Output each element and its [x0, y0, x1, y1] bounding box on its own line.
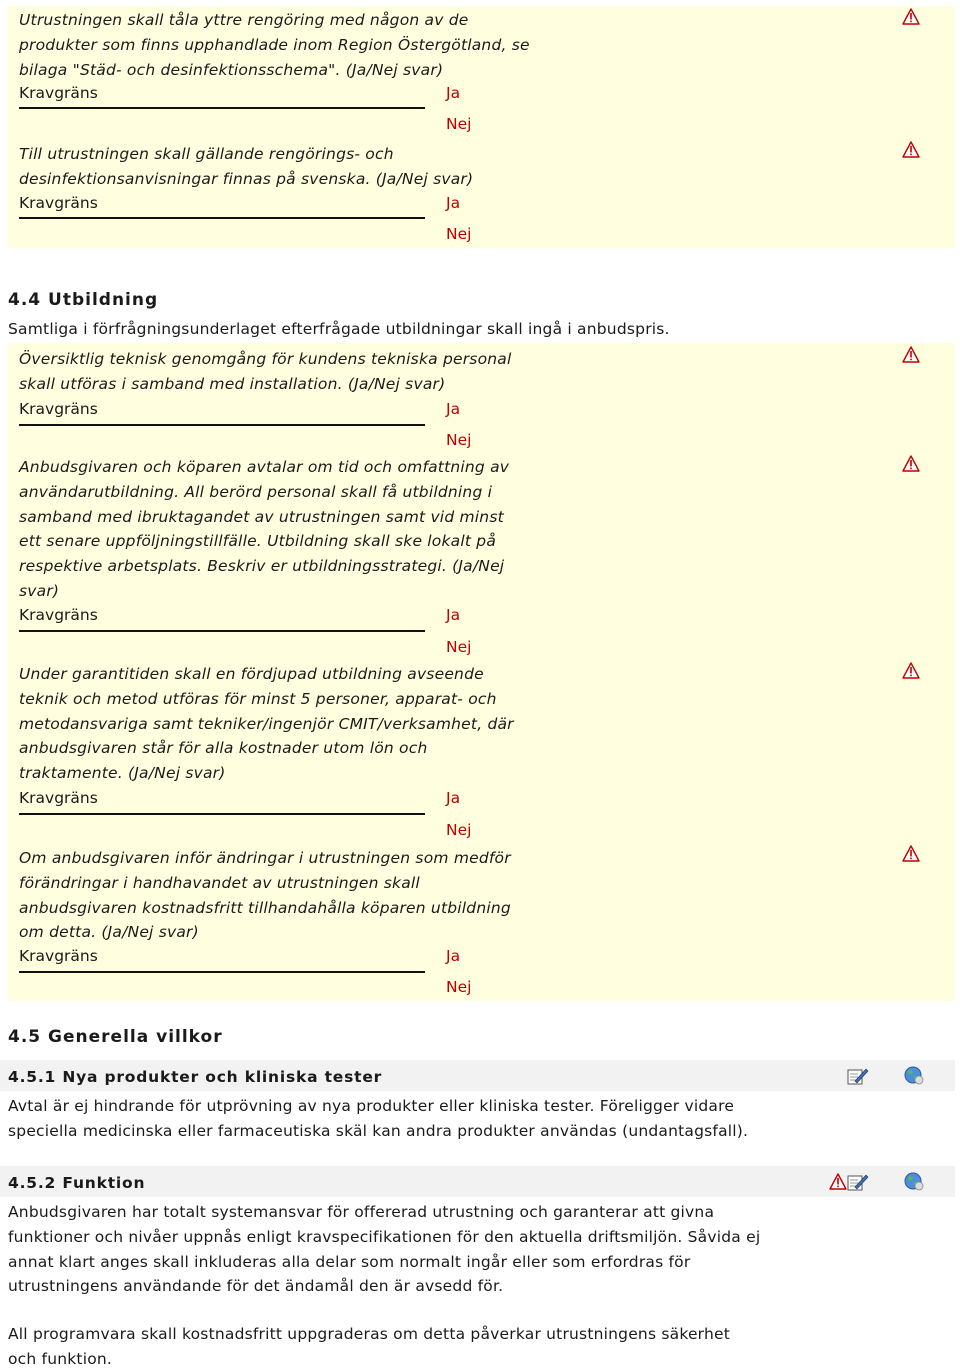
option-nej[interactable]: Nej — [446, 431, 472, 449]
edit-icon[interactable] — [847, 1066, 869, 1086]
kravgrans-line — [19, 424, 425, 426]
paragraph: Anbudsgivaren har totalt systemansvar för offererad utrustning och garanterar att givna funktioner och nivåer uppnås enligt kravspecifikationen för den aktuella driftsmiljön. Såvida ej annat klart anges skall inkluderas alla delar som normalt ingår eller som erfordras för utrustningens användande för det ändamål den är avsedd för. — [8, 1203, 761, 1296]
paragraph: Avtal är ej hindrande för utprövning av nya produkter eller kliniska tester. Föreligger vidare speciella medicinska eller farmaceutiska skäl kan andra produkter användas (undantagsfall). — [8, 1097, 749, 1140]
warning-icon — [829, 1173, 847, 1191]
requirement-text: Under garantitiden skall en fördjupad utbildning avseende teknik och metod utföras för minst 5 personer, apparat- och metodansvariga samt tekniker/ingenjör CMIT/verksamhet, där anbudsgivaren står för alla kostnader utom lön och traktamente. (Ja/Nej svar) — [19, 665, 514, 783]
requirement-text: Anbudsgivaren och köparen avtalar om tid och omfattning av användarutbildning. All berörd personal skall få utbildning i samband med ibruktagandet av utrustningen samt vid minst ett senare uppföljningstillfälle. Utbildning skall ske lokalt på respektive arbetsplats. Beskriv er utbildningsstrategi. (Ja/Nej svar) — [19, 458, 510, 600]
kravgrans-label: Kravgräns — [19, 947, 98, 965]
option-ja[interactable]: Ja — [446, 606, 461, 624]
warning-icon — [902, 455, 920, 473]
kravgrans-label: Kravgräns — [19, 84, 98, 102]
option-nej[interactable]: Nej — [446, 978, 472, 996]
section-heading-4-4: 4.4 Utbildning — [8, 290, 159, 310]
kravgrans-label: Kravgräns — [19, 194, 98, 212]
subsection-heading-4-5-2: 4.5.2 Funktion — [8, 1174, 146, 1192]
kravgrans-line — [19, 107, 425, 109]
kravgrans-line — [19, 971, 425, 973]
requirement-text: Till utrustningen skall gällande rengörings- och desinfektionsanvisningar finnas på svenska. (Ja/Nej svar) — [19, 145, 474, 188]
requirement-text: Om anbudsgivaren inför ändringar i utrustningen som medför förändringar i handhavandet av utrustningen skall anbudsgivaren kostnadsfritt tillhandahålla köparen utbildning om detta. (Ja/Nej svar) — [19, 849, 511, 942]
kravgrans-label: Kravgräns — [19, 606, 98, 624]
option-ja[interactable]: Ja — [446, 947, 461, 965]
kravgrans-label: Kravgräns — [19, 400, 98, 418]
section-heading-4-5: 4.5 Generella villkor — [8, 1027, 223, 1047]
option-ja[interactable]: Ja — [446, 194, 461, 212]
option-nej[interactable]: Nej — [446, 225, 472, 243]
option-ja[interactable]: Ja — [446, 84, 461, 102]
section-intro: Samtliga i förfrågningsunderlaget efterfrågade utbildningar skall ingå i anbudspris. — [8, 320, 670, 338]
paragraph: All programvara skall kostnadsfritt uppgraderas om detta påverkar utrustningens säkerhet och funktion. — [8, 1325, 731, 1368]
warning-icon — [902, 8, 920, 26]
edit-icon[interactable] — [847, 1172, 869, 1192]
option-nej[interactable]: Nej — [446, 821, 472, 839]
warning-icon — [902, 141, 920, 159]
warning-icon — [902, 662, 920, 680]
warning-icon — [902, 845, 920, 863]
kravgrans-line — [19, 630, 425, 632]
requirement-text: Översiktlig teknisk genomgång för kundens tekniska personal skall utföras i samband med installation. (Ja/Nej svar) — [19, 350, 512, 393]
warning-icon — [902, 346, 920, 364]
kravgrans-line — [19, 813, 425, 815]
globe-icon[interactable] — [903, 1065, 925, 1085]
kravgrans-label: Kravgräns — [19, 789, 98, 807]
requirement-text: Utrustningen skall tåla yttre rengöring med någon av de produkter som finns upphandlade inom Region Östergötland, se bilaga "Städ- och desinfektionsschema". (Ja/Nej svar) — [19, 11, 530, 79]
kravgrans-line — [19, 217, 425, 219]
option-nej[interactable]: Nej — [446, 115, 472, 133]
option-ja[interactable]: Ja — [446, 400, 461, 418]
globe-icon[interactable] — [903, 1171, 925, 1191]
option-ja[interactable]: Ja — [446, 789, 461, 807]
subsection-heading-4-5-1: 4.5.1 Nya produkter och kliniska tester — [8, 1068, 383, 1086]
option-nej[interactable]: Nej — [446, 638, 472, 656]
